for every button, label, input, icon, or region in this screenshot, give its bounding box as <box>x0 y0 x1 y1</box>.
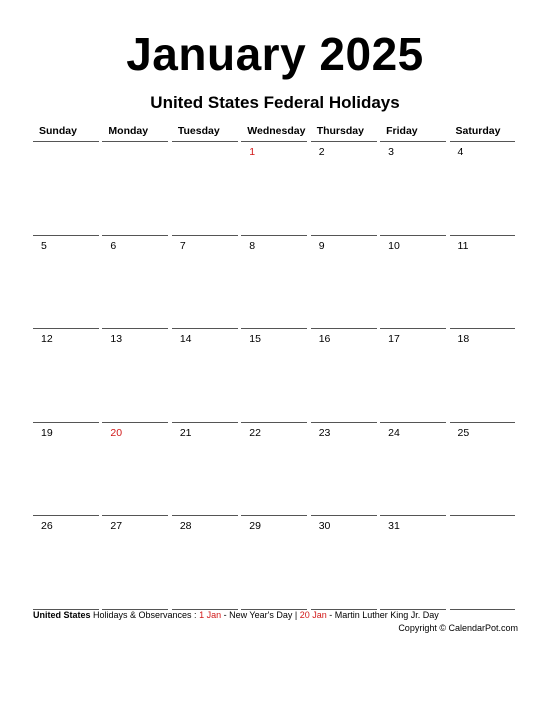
footer-holiday-name: - Martin Luther King Jr. Day <box>326 610 439 620</box>
day-cell <box>33 423 99 517</box>
day-number: 16 <box>318 333 331 345</box>
weekday-header-row <box>33 123 519 142</box>
day-cell <box>311 423 377 517</box>
day-cell <box>33 516 99 610</box>
day-number: 10 <box>388 239 400 252</box>
weekday-header-sunday: Sunday <box>33 123 99 142</box>
weekday-header-saturday: Saturday <box>450 123 516 142</box>
day-cell <box>172 236 238 330</box>
day-number: 4 <box>457 146 464 158</box>
footer-separator: | <box>292 610 300 620</box>
day-number: 5 <box>41 239 47 252</box>
weekday-header-tuesday: Tuesday <box>172 123 238 142</box>
page-subtitle: United States Federal Holidays <box>150 93 400 112</box>
day-number: 18 <box>457 333 470 345</box>
day-cell <box>33 236 99 330</box>
day-number: 31 <box>388 520 400 532</box>
day-number: 17 <box>388 333 400 345</box>
day-cell <box>172 423 238 517</box>
footer-holiday-name: - New Year's Day <box>221 610 293 620</box>
day-number: 8 <box>249 239 256 252</box>
day-cell <box>450 236 516 330</box>
day-cell <box>172 329 238 423</box>
day-cell <box>241 423 307 517</box>
calendar-week-row <box>33 329 519 423</box>
day-number: 30 <box>318 520 331 532</box>
day-cell <box>380 142 446 236</box>
day-cell <box>102 516 168 610</box>
day-cell <box>33 142 99 236</box>
day-cell <box>450 142 516 236</box>
day-cell <box>241 516 307 610</box>
day-number: 20 <box>110 426 123 439</box>
day-cell <box>311 142 377 236</box>
page-title: January 2025 <box>126 28 424 80</box>
day-number: 13 <box>110 333 123 345</box>
day-cell <box>380 516 446 610</box>
footer-label: Holidays & Observances : <box>90 610 200 620</box>
footer-holiday-date: 20 Jan <box>299 610 327 620</box>
day-number: 9 <box>318 239 325 252</box>
day-number: 25 <box>457 426 470 439</box>
day-number: 2 <box>318 146 325 158</box>
day-number: 26 <box>41 520 53 532</box>
footer-country: United States <box>33 610 91 620</box>
day-cell <box>311 329 377 423</box>
day-cell <box>380 236 446 330</box>
day-number: 6 <box>110 239 117 252</box>
day-number: 24 <box>388 426 400 439</box>
day-cell <box>33 329 99 423</box>
day-number: 1 <box>249 146 256 158</box>
day-cell <box>172 142 238 236</box>
weekday-header-friday: Friday <box>380 123 446 142</box>
day-cell <box>102 423 168 517</box>
day-number: 19 <box>41 426 53 439</box>
day-cell <box>172 516 238 610</box>
day-number: 7 <box>179 239 186 252</box>
day-number: 3 <box>388 146 394 158</box>
day-number: 14 <box>179 333 192 345</box>
footer-holiday-date: 1 Jan <box>199 610 222 620</box>
day-cell <box>102 142 168 236</box>
day-number: 27 <box>110 520 123 532</box>
day-number: 23 <box>318 426 331 439</box>
day-cell <box>380 423 446 517</box>
calendar-week-row <box>33 142 519 236</box>
day-cell <box>380 329 446 423</box>
day-cell <box>241 236 307 330</box>
calendar-week-row <box>33 236 519 330</box>
copyright-text: Copyright © CalendarPot.com <box>398 623 518 633</box>
holidays-footer <box>33 609 523 621</box>
day-number: 11 <box>457 239 469 252</box>
day-number: 21 <box>179 426 192 439</box>
weekday-header-wednesday: Wednesday <box>241 123 307 142</box>
day-cell <box>450 423 516 517</box>
day-cell <box>311 236 377 330</box>
day-cell <box>102 236 168 330</box>
day-cell <box>241 142 307 236</box>
day-number: 15 <box>249 333 261 345</box>
calendar-weeks <box>33 142 519 610</box>
weekday-header-monday: Monday <box>102 123 168 142</box>
day-number: 29 <box>249 520 261 532</box>
calendar-grid <box>33 123 519 610</box>
weekday-header-thursday: Thursday <box>311 123 377 142</box>
day-cell <box>450 329 516 423</box>
day-number: 22 <box>249 426 261 439</box>
day-number: 12 <box>41 333 53 345</box>
day-cell <box>311 516 377 610</box>
day-cell <box>241 329 307 423</box>
day-number: 28 <box>179 520 192 532</box>
day-cell <box>102 329 168 423</box>
day-cell <box>450 516 516 610</box>
calendar-week-row <box>33 516 519 610</box>
calendar-week-row <box>33 423 519 517</box>
